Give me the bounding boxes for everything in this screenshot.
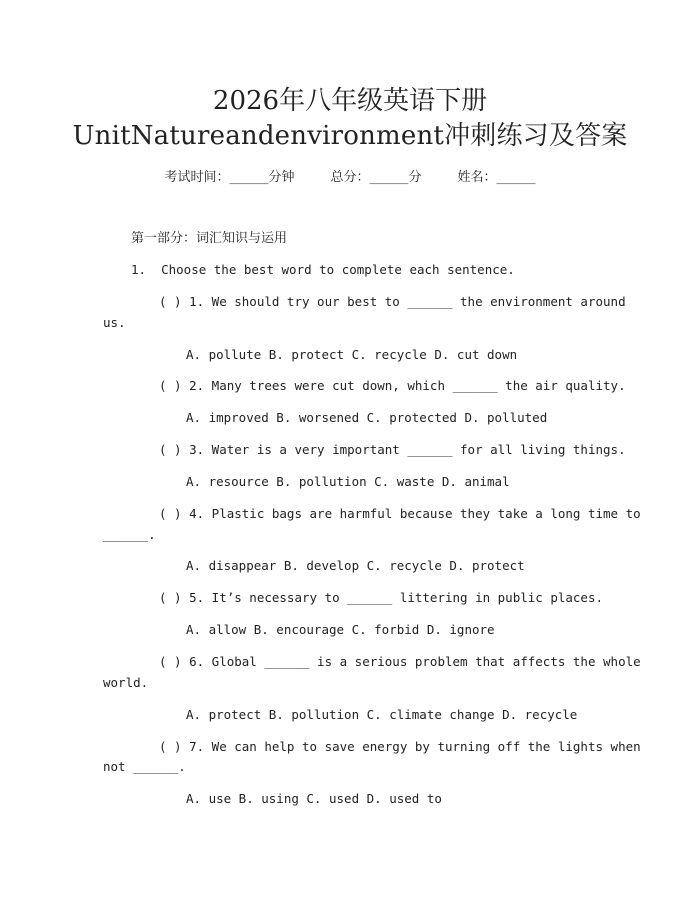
exam-time: 考试时间：______分钟: [164, 170, 295, 185]
question-6: ( ) 6. Global ______ is a serious problem that affects the whole: [159, 654, 641, 669]
instruction: 1. Choose the best word to complete each sentence.: [131, 262, 515, 277]
exam-score: 总分：______分: [330, 170, 422, 185]
section-title: 第一部分：词汇知识与运用: [131, 231, 288, 246]
question-2: ( ) 2. Many trees were cut down, which ______ the air quality.: [159, 378, 626, 393]
question-4: ( ) 4. Plastic bags are harmful because they take a long time to: [159, 506, 641, 521]
question-7: ( ) 7. We can help to save energy by turning off the lights when: [159, 739, 641, 754]
document-title-line-1: 2026年八年级英语下册: [212, 86, 488, 116]
question-1-options: A. pollute B. protect C. recycle D. cut down: [186, 347, 518, 362]
question-6-continuation: world.: [103, 675, 149, 690]
question-6-options: A. protect B. pollution C. climate change D. recycle: [186, 707, 578, 722]
exam-meta: [0, 169, 700, 187]
question-4-options: A. disappear B. develop C. recycle D. protect: [186, 558, 525, 573]
question-1: ( ) 1. We should try our best to ______ the environment around: [159, 294, 626, 309]
question-3: ( ) 3. Water is a very important ______ for all living things.: [159, 442, 626, 457]
question-2-options: A. improved B. worsened C. protected D. polluted: [186, 410, 548, 425]
student-name: 姓名：______: [457, 170, 536, 185]
question-7-options: A. use B. using C. used D. used to: [186, 791, 442, 806]
question-5-options: A. allow B. encourage C. forbid D. ignore: [186, 622, 495, 637]
document-title-line-2: UnitNatureandenvironment冲刺练习及答案: [72, 121, 628, 151]
question-5: ( ) 5. It’s necessary to ______ littering in public places.: [159, 590, 604, 605]
question-7-continuation: not ______.: [103, 759, 186, 774]
question-4-continuation: ______.: [103, 527, 156, 542]
question-1-continuation: us.: [103, 315, 126, 330]
question-3-options: A. resource B. pollution C. waste D. animal: [186, 474, 510, 489]
